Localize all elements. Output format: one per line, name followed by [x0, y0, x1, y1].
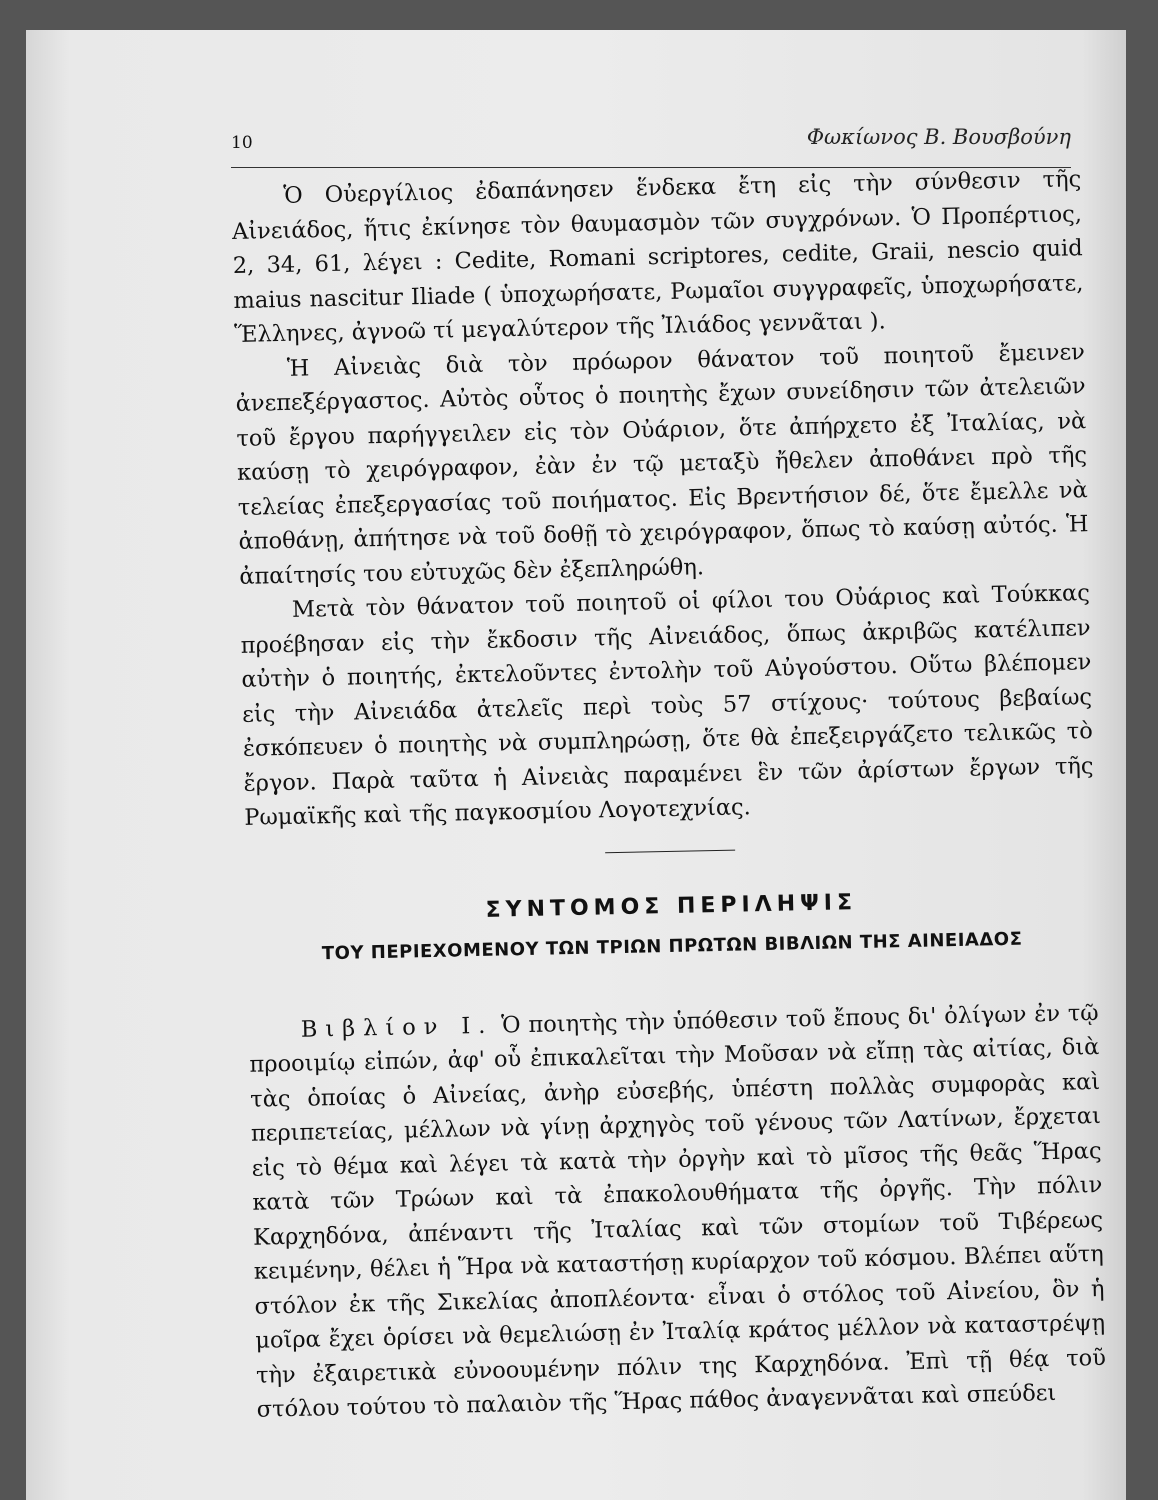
paragraph-book-one [248, 996, 1106, 1428]
page-number: 10 [231, 133, 253, 153]
page-header [231, 125, 1071, 168]
section-title: ΣΥΝΤΟΜΟΣ ΠΕΡΙΛΗΨΙΣ [485, 889, 858, 923]
paragraph-vergil-duration: Ὁ Οὐεργίλιος ἐδαπάνησεν ἕνδεκα ἔτη εἰς τὴν σύνθεσιν τῆς Αἰνειάδος, ἥτις ἐκίνησε τὸν θαυμασμὸν τῶν συγχρόνων. Ὁ Προπέρτιος, 2, 34, 61, λέγει : Cedite, Romani scriptores, cedite, Graii, nescio quid maius nascitur Iliade ( ὑποχωρήσατε, Ρωμαῖοι συγγραφεῖς, ὑποχωρήσατε, Ἕλληνες, ἀγνοῶ τί μεγαλύτερον τῆς Ἰλιάδος γεννᾶται ). [231, 166, 1084, 348]
book-one-label: Βιβλίον I. [300, 1012, 494, 1043]
body-text [231, 162, 1107, 1427]
section-subtitle: ΤΟΥ ΠΕΡΙΕΧΟΜΕΝΟΥ ΤΩΝ ΤΡΙΩΝ ΠΡΩΤΩΝ ΒΙΒΛΙΩΝ ΤΗΣ ΑΙΝΕΙΑΔΟΣ [321, 928, 1023, 965]
book-one-text: Ὁ ποιητὴς τὴν ὑπόθεσιν τοῦ ἔπους δι' ὀλίγων ἐν τῷ προοιμίῳ εἰπών, ἀφ' οὗ ἐπικαλεῖται τὴν Μοῦσαν νὰ εἴπῃ τὰς αἰτίας, διὰ τὰς ὁποίας ὁ Αἰνείας, ἀνὴρ εὐσεβής, ὑπέστη πολλὰς συμφορὰς καὶ περιπετείας, μέλλων νὰ γίνῃ ἀρχηγὸς τοῦ γένους τῶν Λατίνων, ἔρχεται εἰς τὸ θέμα καὶ λέγει τὰ κατὰ τὴν ὀργὴν καὶ τὸ μῖσος τῆς θεᾶς Ἥρας κατὰ τῶν Τρώων καὶ τὰ ἐπακολουθήματα τῆς ὀργῆς. Τὴν πόλιν Καρχηδόνα, ἀπέναντι τῆς Ἰταλίας καὶ τῶν στομίων τοῦ Τιβέρεως κειμένην, θέλει ἡ Ἥρα νὰ καταστήσῃ κυρίαρχον τοῦ κόσμου. Βλέπει αὕτη στόλον ἐκ τῆς Σικελίας ἀποπλέοντα· εἶναι ὁ στόλος τοῦ Αἰνείου, ὃν ἡ μοῖρα ἔχει ὁρίσει νὰ θεμελιώσῃ ἐν Ἰταλίᾳ κράτος μέλλον νὰ καταστρέψῃ τὴν ἐξαιρετικὰ εὐνοουμένην πόλιν της Καρχηδόνα. Ἐπὶ τῇ θέᾳ τοῦ στόλου τούτου τὸ παλαιὸν τῆς Ἥρας πάθος ἀναγεννᾶται καὶ σπεύδει [249, 999, 1107, 1423]
paragraph-unfinished: Ἡ Αἰνειὰς διὰ τὸν πρόωρον θάνατον τοῦ ποιητοῦ ἔμεινεν ἀνεπεξέργαστος. Αὐτὸς οὗτος ὁ ποιητὴς ἔχων συνείδησιν τῶν ἀτελειῶν τοῦ ἔργου παρήγγειλεν εἰς τὸν Οὐάριον, ὅτε ἀπήρχετο ἐξ Ἰταλίας, νὰ καύσῃ τὸ χειρόγραφον, ἐὰν ἐν τῷ μεταξὺ ἤθελεν ἀποθάνει πρὸ τῆς τελείας ἐπεξεργασίας τοῦ ποιήματος. Εἰς Βρεντήσιον δέ, ὅτε ἔμελλε νὰ ἀποθάνῃ, ἀπήτησε νὰ τοῦ δοθῇ τὸ χειρόγραφον, ὅπως τὸ καύσῃ αὐτός. Ἡ ἀπαίτησίς του εὐτυχῶς δὲν ἐξεπληρώθη. [235, 338, 1089, 590]
running-head: Φωκίωνος Β. Βουσβούνη [806, 125, 1071, 149]
paragraph-publication: Μετὰ τὸν θάνατον τοῦ ποιητοῦ οἱ φίλοι του Οὐάριος καὶ Τούκκας προέβησαν εἰς τὴν ἔκδοσιν τῆς Αἰνειάδος, ὅπως ἀκριβῶς κατέλιπεν αὐτὴν ὁ ποιητής, ἐκτελοῦντες ἐντολὴν τοῦ Αὐγούστου. Οὕτω βλέπομεν εἰς τὴν Αἰνειάδα ἀτελεῖς περὶ τοὺς 57 στίχους· τούτους βεβαίως ἐσκόπευεν ὁ ποιητὴς νὰ συμπληρώσῃ, ὅτε θὰ ἐπεξειργάζετο τελικῶς τὸ ἔργον. Παρὰ ταῦτα ἡ Αἰνειὰς παραμένει ἓν τῶν ἀρίστων ἔργων τῆς Ρωμαϊκῆς καὶ τῆς παγκοσμίου Λογοτεχνίας. [240, 580, 1094, 831]
section-divider [605, 849, 735, 853]
book-page [26, 30, 1126, 1500]
page-content [26, 30, 1126, 1500]
